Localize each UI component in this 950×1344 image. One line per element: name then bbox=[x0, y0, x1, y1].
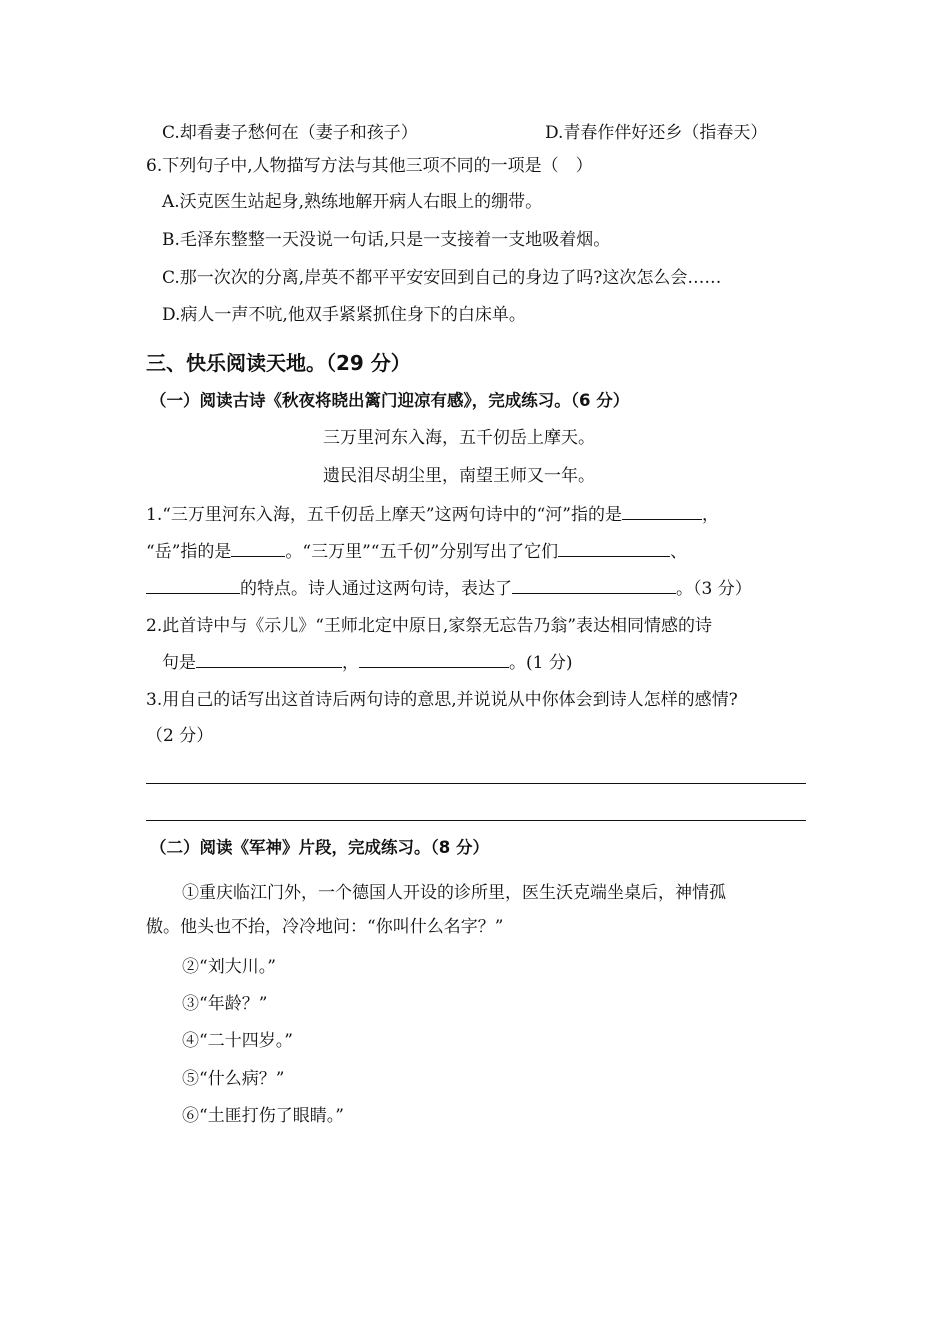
passage-p2: ②“刘大川。” bbox=[182, 957, 276, 977]
q1-text-2: ， bbox=[701, 505, 719, 525]
q6-stem: 6.下列句子中,人物描写方法与其他三项不同的一项是（ ） bbox=[146, 156, 593, 176]
q6-option-c: C.那一次次的分离,岸英不都平平安安回到自己的身边了吗?这次怎么会…… bbox=[162, 268, 722, 288]
q1-text-1: 1.“三万里河东入海，五千仞岳上摩天”这两句诗中的“河”指的是 bbox=[146, 505, 622, 525]
passage-p6: ⑥“土匪打伤了眼睛。” bbox=[182, 1106, 344, 1126]
q1-blank-emotion[interactable] bbox=[512, 577, 676, 594]
q2-text-4: 。(1 分) bbox=[509, 653, 573, 673]
q1-text-5: 、 bbox=[670, 542, 688, 562]
q2-blank-2[interactable] bbox=[359, 651, 509, 668]
part-1-title: （一）阅读古诗《秋夜将晓出篱门迎凉有感》，完成练习。（6 分） bbox=[150, 391, 630, 410]
passage-p5: ⑤“什么病？” bbox=[182, 1069, 285, 1089]
passage-p4: ④“二十四岁。” bbox=[182, 1031, 293, 1051]
q6-option-b: B.毛泽东整整一天没说一句话,只是一支接着一支地吸着烟。 bbox=[162, 230, 611, 250]
q1-blank-river[interactable] bbox=[622, 503, 702, 520]
q1-text-6: 的特点。诗人通过这两句诗，表达了 bbox=[240, 579, 512, 599]
q5-option-c: C.却看妻子愁何在（妻子和孩子） bbox=[162, 123, 418, 143]
q3-line-1: 3.用自己的话写出这首诗后两句诗的意思,并说说从中你体会到诗人怎样的感情? bbox=[146, 690, 738, 710]
poem-line-1: 三万里河东入海，五千仞岳上摩天。 bbox=[323, 428, 595, 448]
q2-line-1: 2.此首诗中与《示儿》“王师北定中原日,家祭无忘告乃翁”表达相同情感的诗 bbox=[146, 616, 713, 636]
q1-line-3 bbox=[146, 577, 752, 600]
q1-text-4: 。“三万里”“五千仞”分别写出了它们 bbox=[285, 542, 559, 562]
q5-option-d: D.青春作伴好还乡（指春天） bbox=[545, 123, 768, 143]
q1-blank-mountain[interactable] bbox=[231, 540, 285, 557]
passage-p3: ③“年龄？” bbox=[182, 994, 268, 1014]
q3-line-2: （2 分） bbox=[146, 726, 214, 746]
section-3-title: 三、快乐阅读天地。（29 分） bbox=[146, 351, 411, 375]
q2-blank-1[interactable] bbox=[196, 651, 342, 668]
poem-line-2: 遗民泪尽胡尘里，南望王师又一年。 bbox=[323, 466, 595, 486]
q1-blank-feature-2[interactable] bbox=[146, 577, 240, 594]
q2-text-2: 句是 bbox=[162, 653, 196, 673]
q1-blank-feature-1[interactable] bbox=[558, 540, 670, 557]
q6-option-d: D.病人一声不吭,他双手紧紧抓住身下的白床单。 bbox=[162, 305, 526, 325]
passage-p1-line-1: ①重庆临江门外，一个德国人开设的诊所里，医生沃克端坐桌后，神情孤 bbox=[182, 883, 726, 903]
passage-p1-line-2: 傲。他头也不抬，冷冷地问：“你叫什么名字？” bbox=[146, 917, 504, 937]
q6-option-a: A.沃克医生站起身,熟练地解开病人右眼上的绷带。 bbox=[162, 192, 543, 212]
q1-line-1 bbox=[146, 503, 719, 526]
q1-line-2 bbox=[146, 540, 687, 563]
part-2-title: （二）阅读《军神》片段，完成练习。（8 分） bbox=[150, 838, 489, 857]
answer-line-1[interactable] bbox=[146, 783, 806, 784]
answer-line-2[interactable] bbox=[146, 820, 806, 821]
q1-text-3: “岳”指的是 bbox=[146, 542, 232, 562]
q1-text-7: 。（3 分） bbox=[676, 579, 752, 599]
q2-line-2 bbox=[162, 651, 572, 674]
q2-text-3: ， bbox=[342, 653, 359, 673]
